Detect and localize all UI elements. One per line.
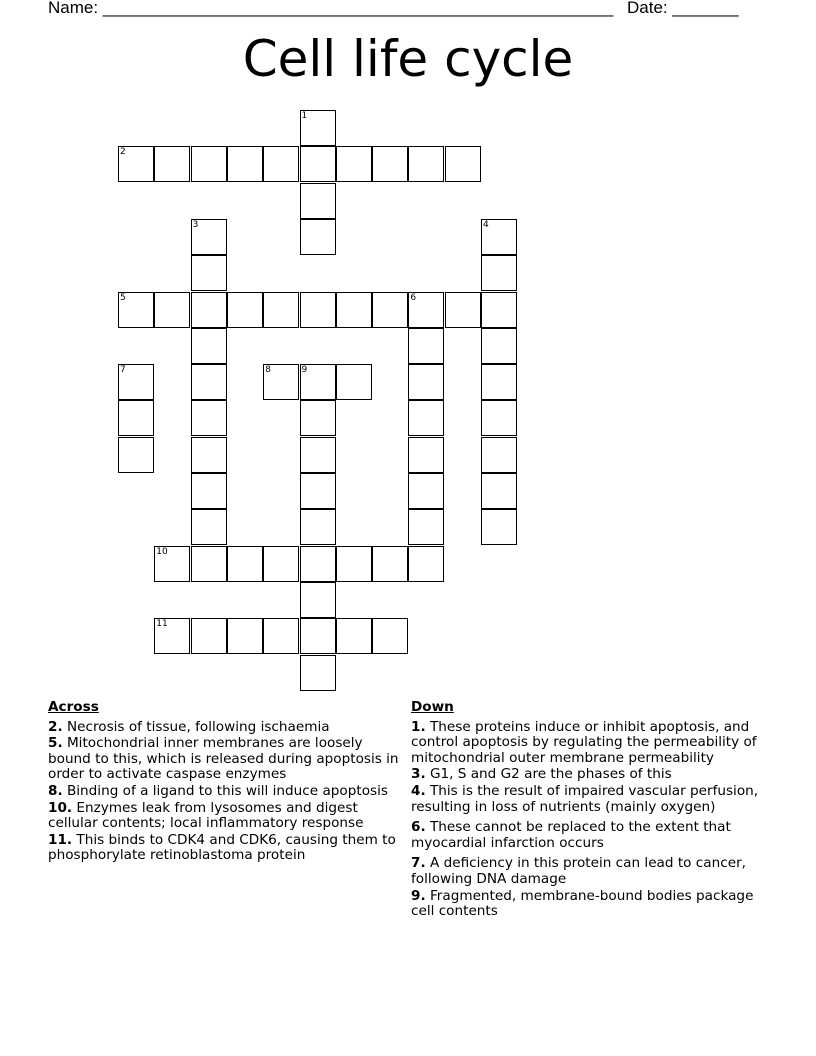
- clue-down-7: 7. A deficiency in this protein can lead to cancer, following DNA damage: [411, 855, 746, 887]
- clue-number: 11: [156, 619, 168, 630]
- grid-cell[interactable]: [408, 546, 444, 582]
- clue-number: 7: [120, 365, 126, 376]
- grid-cell[interactable]: [300, 292, 336, 328]
- grid-cell[interactable]: [154, 546, 190, 582]
- grid-cell[interactable]: [481, 219, 517, 255]
- grid-cell[interactable]: [336, 546, 372, 582]
- grid-cell[interactable]: [118, 400, 154, 436]
- clue-number: 2: [120, 147, 126, 158]
- grid-cell[interactable]: [154, 618, 190, 654]
- grid-cell[interactable]: [263, 146, 299, 182]
- grid-cell[interactable]: [372, 618, 408, 654]
- grid-cell[interactable]: [408, 292, 444, 328]
- grid-cell[interactable]: [408, 328, 444, 364]
- name-field[interactable]: Name: ______________________________________________________: [48, 0, 614, 17]
- grid-cell[interactable]: [263, 546, 299, 582]
- clue-number: 4: [483, 219, 489, 230]
- grid-cell[interactable]: [445, 292, 481, 328]
- grid-cell[interactable]: [227, 618, 263, 654]
- page-title: Cell life cycle: [242, 30, 574, 88]
- clue-number: 8: [265, 365, 271, 376]
- grid-cell[interactable]: [227, 146, 263, 182]
- clue-number: 1: [301, 111, 308, 121]
- grid-cell[interactable]: [481, 292, 517, 328]
- grid-cell[interactable]: [336, 146, 372, 182]
- clue-number: 10: [156, 546, 168, 557]
- clue-across-10: 10. Enzymes leak from lysosomes and digest cellular contents; local inflammatory response: [48, 799, 364, 832]
- grid-cell[interactable]: [481, 328, 517, 364]
- clue-number: 9: [301, 365, 308, 376]
- grid-cell[interactable]: [191, 364, 227, 400]
- clue-down-4: 4. This is the result of impaired vascular perfusion, resulting in loss of nutrients (mainly oxygen): [411, 782, 759, 815]
- grid-cell[interactable]: [263, 618, 299, 654]
- grid-cell[interactable]: [408, 509, 444, 545]
- grid-cell[interactable]: [191, 146, 227, 182]
- grid-cell[interactable]: [408, 437, 444, 473]
- grid-cell[interactable]: [300, 219, 336, 255]
- clue-down-1: 1. These proteins induce or inhibit apoptosis, and control apoptosis by regulating the permeability of mitochondrial outer membrane permeability: [411, 718, 757, 766]
- grid-cell[interactable]: [154, 146, 190, 182]
- grid-cell[interactable]: [227, 546, 263, 582]
- clue-across-5: 5. Mitochondrial inner membranes are loosely bound to this, which is released during apoptosis in order to activate caspase enzymes: [48, 735, 399, 783]
- grid-cell[interactable]: [336, 618, 372, 654]
- grid-cell[interactable]: [191, 255, 227, 291]
- clue-down-6: 6. These cannot be replaced to the extent that myocardial infarction occurs: [411, 819, 731, 851]
- grid-cell[interactable]: [300, 400, 336, 436]
- across-heading: Across: [48, 699, 99, 715]
- grid-cell[interactable]: [191, 328, 227, 364]
- grid-cell[interactable]: [154, 292, 190, 328]
- grid-cell[interactable]: [481, 509, 517, 545]
- clue-down-3: 3. G1, S and G2 are the phases of this: [411, 766, 672, 783]
- grid-cell[interactable]: [227, 292, 263, 328]
- grid-cell[interactable]: [191, 618, 227, 654]
- grid-cell[interactable]: [263, 364, 299, 400]
- grid-cell[interactable]: [481, 473, 517, 509]
- grid-cell[interactable]: [300, 546, 336, 582]
- grid-cell[interactable]: [408, 473, 444, 509]
- grid-cell[interactable]: [300, 364, 336, 400]
- grid-cell[interactable]: [481, 255, 517, 291]
- grid-cell[interactable]: [408, 400, 444, 436]
- clue-number: 3: [192, 219, 199, 230]
- grid-cell[interactable]: [191, 509, 227, 545]
- grid-cell[interactable]: [372, 546, 408, 582]
- grid-cell[interactable]: [191, 400, 227, 436]
- grid-cell[interactable]: [118, 146, 154, 182]
- clue-number: 5: [120, 292, 126, 303]
- grid-cell[interactable]: [408, 364, 444, 400]
- grid-cell[interactable]: [481, 364, 517, 400]
- grid-cell[interactable]: [372, 292, 408, 328]
- grid-cell[interactable]: [300, 110, 336, 146]
- grid-cell[interactable]: [481, 400, 517, 436]
- grid-cell[interactable]: [336, 364, 372, 400]
- grid-cell[interactable]: [481, 437, 517, 473]
- grid-cell[interactable]: [300, 618, 336, 654]
- grid-cell[interactable]: [191, 473, 227, 509]
- clue-down-9: 9. Fragmented, membrane-bound bodies package cell contents: [411, 887, 754, 920]
- grid-cell[interactable]: [191, 546, 227, 582]
- grid-cell[interactable]: [191, 219, 227, 255]
- grid-cell[interactable]: [118, 364, 154, 400]
- grid-cell[interactable]: [372, 146, 408, 182]
- grid-cell[interactable]: [300, 146, 336, 182]
- grid-cell[interactable]: [300, 582, 336, 618]
- grid-cell[interactable]: [191, 437, 227, 473]
- clue-across-8: 8. Binding of a ligand to this will induce apoptosis: [48, 782, 388, 799]
- grid-cell[interactable]: [300, 437, 336, 473]
- down-clues: [411, 700, 771, 921]
- grid-cell[interactable]: [445, 146, 481, 182]
- grid-cell[interactable]: [336, 292, 372, 328]
- down-heading: Down: [411, 699, 454, 715]
- grid-cell[interactable]: [263, 292, 299, 328]
- grid-cell[interactable]: [118, 437, 154, 473]
- clue-across-2: 2. Necrosis of tissue, following ischaemia: [48, 718, 330, 735]
- date-field[interactable]: Date: _______: [627, 0, 739, 17]
- clue-across-11: 11. This binds to CDK4 and CDK6, causing them to phosphorylate retinoblastoma protein: [48, 831, 396, 864]
- grid-cell[interactable]: [300, 183, 336, 219]
- grid-cell[interactable]: [300, 509, 336, 545]
- grid-cell[interactable]: [118, 292, 154, 328]
- grid-cell[interactable]: [408, 146, 444, 182]
- across-clues: [48, 700, 408, 865]
- clue-number: 6: [410, 292, 417, 303]
- grid-cell[interactable]: [300, 655, 336, 691]
- grid-cell[interactable]: [300, 473, 336, 509]
- grid-cell[interactable]: [191, 292, 227, 328]
